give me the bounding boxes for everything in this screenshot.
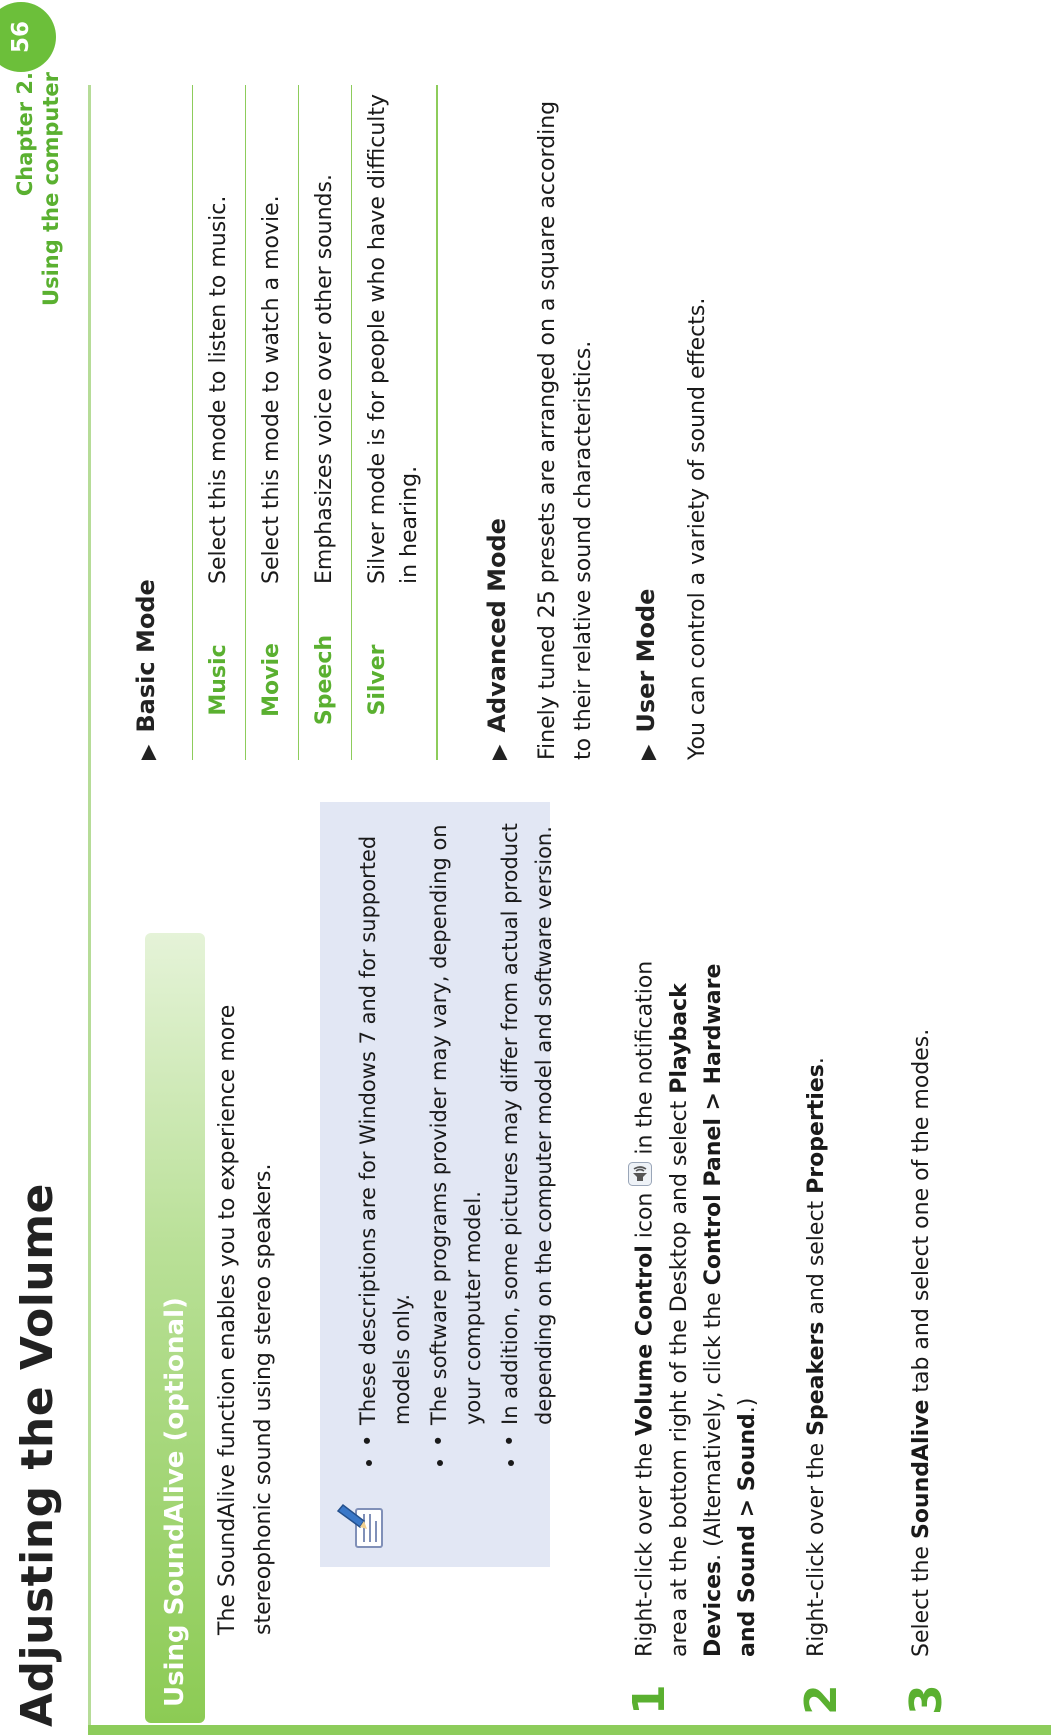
speakers-label: Speakers [804, 1321, 829, 1436]
page-edge-bar [88, 1725, 1051, 1735]
mode-description: Emphasizes voice over other sounds. [299, 85, 352, 600]
mode-name: Speech [299, 600, 352, 760]
advanced-mode-heading [483, 518, 511, 760]
table-row [246, 85, 299, 760]
note-list [351, 777, 564, 1487]
chapter-number: Chapter 2. [13, 72, 37, 197]
advanced-mode-heading-text: Advanced Mode [483, 518, 511, 733]
arrow-right-icon: ▶ [486, 744, 510, 760]
playback-devices-label: Playback Devices [667, 983, 726, 1657]
speaker-icon [628, 1162, 663, 1186]
header-divider [88, 85, 91, 1735]
chapter-title: Using the computer [39, 72, 63, 306]
intro-paragraph: The SoundAlive function enables you to experience more stereophonic sound using stereo speakers. [215, 1004, 276, 1635]
soundalive-tab-label: SoundAlive [909, 1399, 934, 1540]
mode-description: Silver mode is for people who have difficulty in hearing. [352, 85, 438, 600]
step-text-part: icon [632, 1185, 658, 1246]
basic-mode-heading-text: Basic Mode [132, 579, 160, 733]
advanced-mode-text: Finely tuned 25 presets are arranged on a square according to their relative sound characteristics. [535, 100, 596, 760]
note-item: • • The software programs provider may vary, depending on your computer model. [422, 777, 490, 1447]
step-text-part: in the notification area at the bottom right of the Desktop and select [632, 960, 692, 1657]
control-panel-path: Control Panel > Hardware and Sound > Sound [701, 963, 760, 1657]
table-row [299, 85, 352, 760]
table-row [193, 85, 246, 760]
step-text-part: Right-click over the [632, 1435, 658, 1657]
volume-control-label: Volume Control [632, 1245, 658, 1436]
step-number-2: 2 [796, 1684, 847, 1715]
step-text-part: Right-click over the [804, 1435, 829, 1657]
basic-mode-heading [132, 579, 160, 760]
step-text-part: Select the [909, 1539, 934, 1657]
arrow-right-icon: ▶ [135, 744, 159, 760]
table-row [352, 85, 438, 760]
step-text-part: . (Alternatively, click the [701, 1285, 726, 1561]
step-text-part: . [804, 1057, 829, 1065]
arrow-right-icon: ▶ [635, 744, 659, 760]
mode-name: Music [193, 600, 246, 760]
step-1-text [628, 937, 765, 1657]
mode-description: Select this mode to watch a movie. [246, 85, 299, 600]
mode-description: Select this mode to listen to music. [193, 85, 246, 600]
section-heading: Using SoundAlive (optional) [145, 933, 205, 1723]
step-text-part: .) [735, 1397, 760, 1414]
user-mode-heading-text: User Mode [632, 588, 660, 733]
properties-label: Properties [804, 1064, 829, 1194]
step-text-part: tab and select one of the modes. [909, 1028, 934, 1400]
user-mode-heading [632, 589, 660, 760]
step-number-3: 3 [901, 1684, 952, 1715]
step-text-part: and select [804, 1193, 829, 1322]
pencil-note-icon [330, 1497, 390, 1557]
step-3-text [905, 937, 939, 1657]
note-item: • • In addition, some pictures may differ from actual product depending on the computer model and software version. [493, 777, 561, 1447]
basic-mode-table [192, 85, 438, 760]
page-title: Adjusting the Volume [12, 1183, 63, 1727]
mode-name: Silver [352, 600, 438, 760]
page-number-badge: 56 [0, 2, 56, 72]
mode-name: Movie [246, 600, 299, 760]
step-number-1: 1 [624, 1684, 675, 1715]
user-mode-text: You can control a variety of sound effects. [685, 297, 710, 760]
note-item: • • These descriptions are for Windows 7 and for supported models only. [351, 777, 419, 1447]
chapter-label [12, 72, 64, 306]
step-2-text [800, 937, 834, 1657]
